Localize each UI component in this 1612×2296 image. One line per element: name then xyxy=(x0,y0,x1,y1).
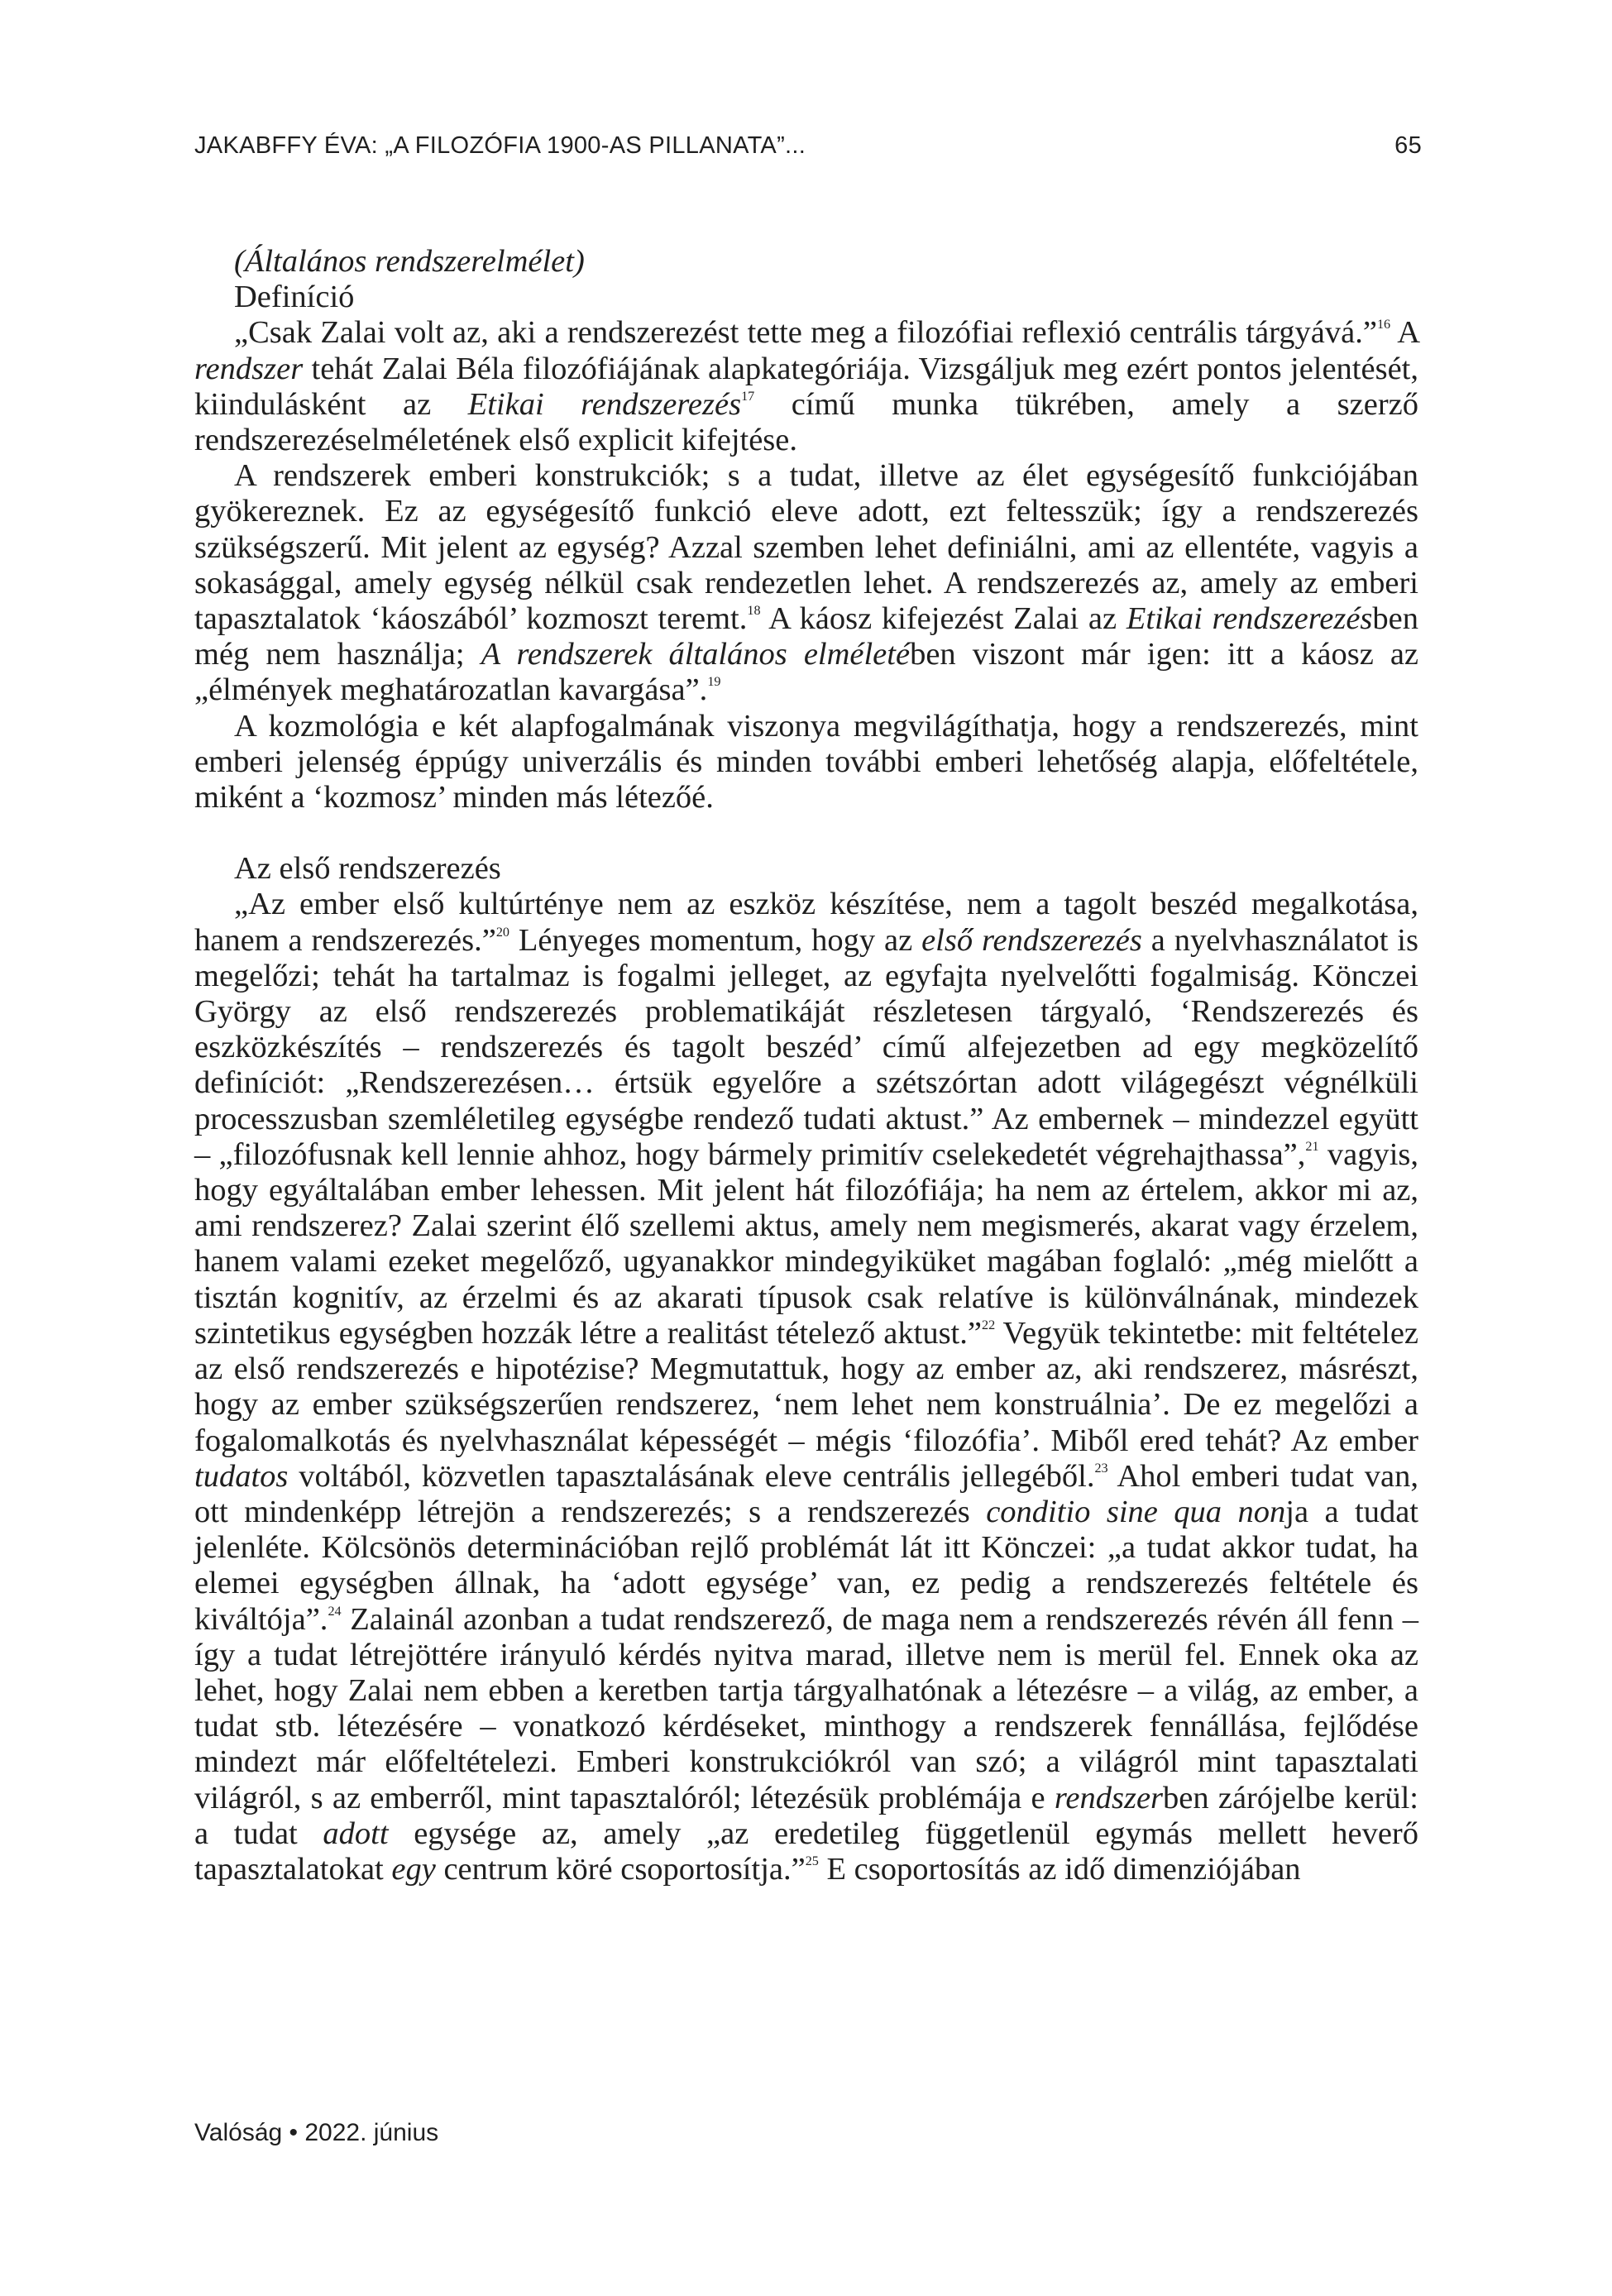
footnote-ref[interactable]: 16 xyxy=(1376,318,1391,332)
page-number: 65 xyxy=(1394,132,1422,159)
paragraph: A kozmológia e két alapfogalmának viszonya megvilágíthatja, hogy a rendszerezés, mint emberi jelenség éppúgy univerzális és minden további emberi lehetőség alapja, előfeltétele, miként a ‘kozmosz’ minden más létezőé. xyxy=(194,708,1418,816)
section-heading-definicio: Definíció xyxy=(234,280,355,315)
footnote-ref[interactable]: 18 xyxy=(747,604,761,619)
section-heading-elso-rendszerezes: Az első rendszerezés xyxy=(234,851,501,887)
footnote-ref[interactable]: 24 xyxy=(328,1604,342,1619)
section-spacer xyxy=(194,816,1418,851)
footnote-ref[interactable]: 22 xyxy=(981,1318,996,1332)
footnote-ref[interactable]: 17 xyxy=(741,389,755,404)
footnote-ref[interactable]: 23 xyxy=(1094,1461,1108,1476)
footnote-ref[interactable]: 19 xyxy=(707,675,721,690)
paragraph: „Az ember első kultúrténye nem az eszköz készítése, nem a tagolt beszéd megalkotása, hanem a rendszerezés.”$^{20}$ Lényeges momentum, hogy az első rendszerezés a nyelvhasználatot is megelőzi; tehát ha tartalmaz is fogalmi jelleget, az egyfajta nyelvelőtti fogalmiság. Könczei György az első rendszerezés problematikáját részletesen tárgyaló, ‘Rendszerezés és eszközkészítés – rendszerezés és tagolt beszéd’ című alfejezetben ad egy megközelítő definíciót: „Rendszerezésen… értsük egyelőre a szétszórtan adott világegészt végnélküli processzusban szemléletileg egységbe rendező tudati aktust.” Az embernek – mindezzel együtt – „filozófusnak kell lennie ahhoz, hogy bármely primitív cselekedetét végrehajthassa”,$^{21}$ vagyis, hogy egyáltalában ember lehessen. Mit jelent hát filozófiája; ha nem az értelem, akkor mi az, ami rendszerez? Zalai szerint élő szellemi aktus, amely nem megismerés, akarat vagy érzelem, hanem valami ezeket megelőző, ugyanakkor mindegyiküket magában foglaló: „még mielőtt a tisztán kognitív, az érzelmi és az akarati típusok csak relatíve is különválnának, mindezek szintetikus egységben hozzák létre a realitást tételező aktust.”$^{22}$ Vegyük tekintetbe: mit feltételez az első rendszerezés e hipotézise? Megmutattuk, hogy az ember az, aki rendszerez, másrészt, hogy az ember szükségszerűen rendszerez, ‘nem lehet nem konstruálnia’. De ez megelőzi a fogalomalkotás és nyelvhasználat képességét – mégis ‘filozófia’. Miből ered tehát? Az ember tudatos voltából, közvetlen tapasztalásának eleve centrális jellegéből.$^{23}$ Ahol emberi tudat van, ott mindenképp létrejön a rendszerezés; s a rendszerezés conditio sine qua nonja a tudat jelenléte. Kölcsönös determinációban rejlő problémát lát itt Könczei: „a tudat akkor tudat, ha elemei egységben állnak, ha ‘adott egysége’ van, ez pedig a rendszerezés feltétele és kiváltója”.$^{24}$ Zalainál azonban a tudat rendszerező, de maga nem a rendszerezés révén áll fenn – így a tudat létrejöttére irányuló kérdés nyitva marad, illetve nem is merül fel. Ennek oka az lehet, hogy Zalai nem ebben a keretben tartja tárgyalhatónak a létezésre – a világ, az ember, a tudat stb. létezésére – vonatkozó kérdéseket, minthogy a rendszerek fennállása, fejlődése mindezt már előfeltételezi. Emberi konstrukciókról van szó; a világról mint tapasztalati világról, s az emberről, mint tapasztalóról; létezésük problémája e rendszerben zárójelbe kerül: a tudat adott egysége az, amely „az eredetileg függetlenül egymás mellett heverő tapasztalatokat egy centrum köré csoportosítja.”$^{25}$ E csoportosítás az idő dimenziójában xyxy=(194,887,1418,1887)
page-footer: Valóság • 2022. június xyxy=(194,2119,439,2146)
running-title: JAKABFFY ÉVA: „A FILOZÓFIA 1900-AS PILLANATA”... xyxy=(194,132,806,159)
footnote-ref[interactable]: 21 xyxy=(1305,1139,1319,1154)
article-body xyxy=(194,244,1418,1887)
footnote-ref[interactable]: 20 xyxy=(495,925,509,940)
running-header xyxy=(194,132,1422,160)
paragraph: „Csak Zalai volt az, aki a rendszerezést tette meg a filozófiai reflexió centrális tárgyává.”$^{16}$ A rendszer tehát Zalai Béla filozófiájának alapkategóriája. Vizsgáljuk meg ezért pontos jelentését, kiindulásként az Etikai rendszerezés$^{17}$ című munka tükrében, amely a szerző rendszerezéselméletének első explicit kifejtése. xyxy=(194,315,1419,458)
paragraph: A rendszerek emberi konstrukciók; s a tudat, illetve az élet egységesítő funkciójában gyökereznek. Ez az egységesítő funkció eleve adott, ezt feltesszük; így a rendszerezés szükségszerű. Mit jelent az egység? Azzal szemben lehet definiálni, ami az ellentéte, vagyis a sokasággal, amely egység nélkül csak rendezetlen lehet. A rendszerezés az, amely az emberi tapasztalatok ‘káoszából’ kozmoszt teremt.$^{18}$ A káosz kifejezést Zalai az Etikai rendszerezésben még nem használja; A rendszerek általános elméletében viszont már igen: itt a káosz az „élmények meghatározatlan kavargása”.$^{19}$ xyxy=(194,458,1418,708)
section-subtitle: (Általános rendszerelmélet) xyxy=(234,244,585,279)
footnote-ref[interactable]: 25 xyxy=(805,1854,819,1868)
